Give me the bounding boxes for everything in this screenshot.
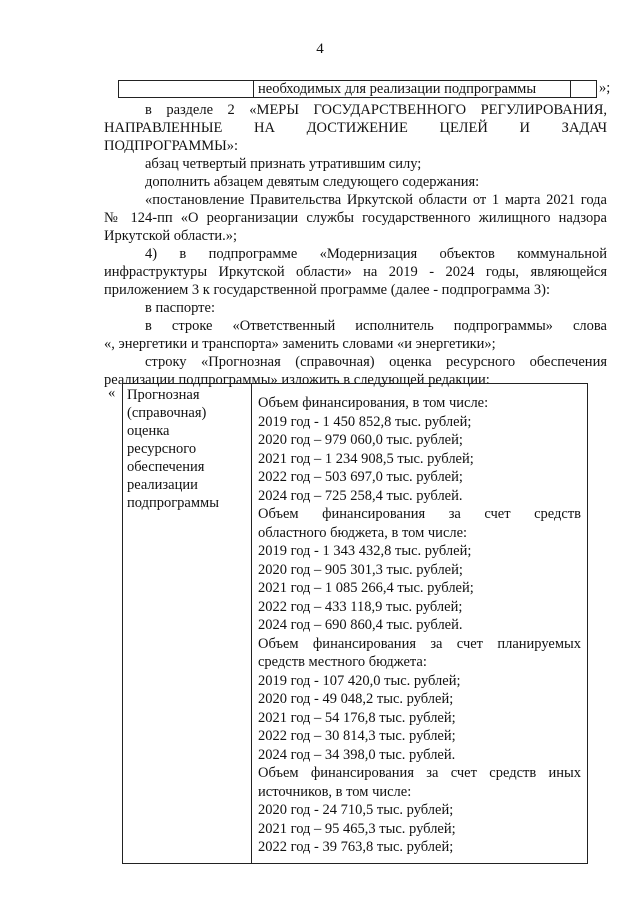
value-line: источников, в том числе: [258, 783, 412, 800]
value-line: 2020 год – 979 060,0 тыс. рублей; [258, 432, 463, 448]
paragraph-stroke-line2: «, энергетики и транспорта» заменить словами «и энергетики»; [104, 336, 496, 352]
table-opening-quote: « [108, 385, 116, 401]
value-line: 2020 год - 24 710,5 тыс. рублей; [258, 802, 454, 818]
value-line: 2024 год – 725 258,4 тыс. рублей. [258, 487, 463, 504]
funding-table-values-cell [252, 384, 587, 863]
value-line: 2020 год – 905 301,3 тыс. рублей; [258, 561, 463, 578]
value-line: 2019 год - 107 420,0 тыс. рублей; [258, 672, 461, 689]
paragraph-section2-line3: ПОДПРОГРАММЫ»: [104, 138, 239, 154]
label-line: оценка [127, 423, 170, 439]
paragraph-passport: в паспорте: [145, 300, 215, 316]
label-line: Прогнозная [127, 387, 200, 403]
value-line-other-heading: Объем финансирования за счет средств иных [258, 765, 581, 781]
label-line: обеспечения [127, 459, 205, 475]
paragraph-prognoz-line2: реализации подпрограммы» изложить в следующей редакции: [104, 372, 490, 388]
value-line: 2019 год - 1 450 852,8 тыс. рублей; [258, 413, 472, 430]
paragraph-abzac-4: абзац четвертый признать утратившим силу; [145, 156, 422, 172]
value-line: 2022 год – 503 697,0 тыс. рублей; [258, 469, 463, 485]
paragraph-postanovlenie-line2: № 124-пп «О реорганизации службы государственного жилищного надзора [104, 210, 607, 226]
top-table-fragment [118, 80, 611, 98]
funding-table [122, 383, 588, 864]
label-line: ресурсного [127, 441, 197, 457]
value-line: 2019 год - 1 343 432,8 тыс. рублей; [258, 543, 472, 559]
page-number: 4 [316, 41, 324, 57]
paragraph-stroke-line1: в строке «Ответственный исполнитель подпрограммы» слова [145, 318, 607, 334]
paragraph-postanovlenie-line3: Иркутской области.»; [104, 228, 238, 244]
value-line-local-heading: Объем финансирования за счет планируемых [258, 635, 581, 652]
value-line: 2021 год – 1 085 266,4 тыс. рублей; [258, 580, 474, 596]
top-table-cell-empty-right [570, 81, 596, 97]
value-line-total-heading: Объем финансирования, в том числе: [258, 395, 489, 411]
value-line: областного бюджета, в том числе: [258, 524, 468, 541]
top-table-cell-text: необходимых для реализации подпрограммы [258, 81, 537, 97]
value-line: 2021 год – 95 465,3 тыс. рублей; [258, 820, 456, 837]
paragraph-section2-line2: НАПРАВЛЕННЫЕ НА ДОСТИЖЕНИЕ ЦЕЛЕЙ И ЗАДАЧ [104, 120, 607, 136]
paragraph-item4-line2: инфраструктуры Иркутской области» на 2019 - 2024 годы, являющейся [104, 264, 607, 280]
value-line: 2021 год – 1 234 908,5 тыс. рублей; [258, 450, 474, 467]
value-line: средств местного бюджета: [258, 654, 427, 670]
top-table-cell-empty [119, 81, 254, 97]
paragraph-item4-line3: приложением 3 к государственной программе (далее - подпрограмма 3): [104, 282, 550, 298]
document-body [104, 101, 607, 389]
value-line: 2020 год - 49 048,2 тыс. рублей; [258, 691, 454, 707]
paragraph-postanovlenie-line1: «постановление Правительства Иркутской области от 1 марта 2021 года [145, 192, 607, 208]
value-line: 2024 год – 34 398,0 тыс. рублей. [258, 746, 456, 763]
label-line: подпрограммы [127, 495, 219, 511]
value-line: 2022 год – 433 118,9 тыс. рублей; [258, 598, 463, 615]
value-line: 2022 год – 30 814,3 тыс. рублей; [258, 728, 456, 744]
label-line: реализации [127, 477, 198, 493]
top-table-closing: »; [599, 80, 611, 96]
value-line: 2022 год - 39 763,8 тыс. рублей; [258, 839, 454, 855]
paragraph-prognoz-line1: строку «Прогнозная (справочная) оценка ресурсного обеспечения [145, 354, 607, 370]
paragraph-section2-line1: в разделе 2 «МЕРЫ ГОСУДАРСТВЕННОГО РЕГУЛИРОВАНИЯ, [145, 102, 607, 118]
value-line: 2021 год – 54 176,8 тыс. рублей; [258, 709, 456, 726]
label-line: (справочная) [127, 405, 207, 421]
paragraph-item4-line1: 4) в подпрограмме «Модернизация объектов коммунальной [145, 246, 607, 262]
paragraph-add-abzac-9: дополнить абзацем девятым следующего содержания: [145, 174, 480, 190]
top-table-row [118, 80, 597, 98]
value-line-regional-heading: Объем финансирования за счет средств [258, 506, 581, 522]
funding-table-label-cell [123, 384, 252, 863]
value-line: 2024 год – 690 860,4 тыс. рублей. [258, 617, 463, 633]
